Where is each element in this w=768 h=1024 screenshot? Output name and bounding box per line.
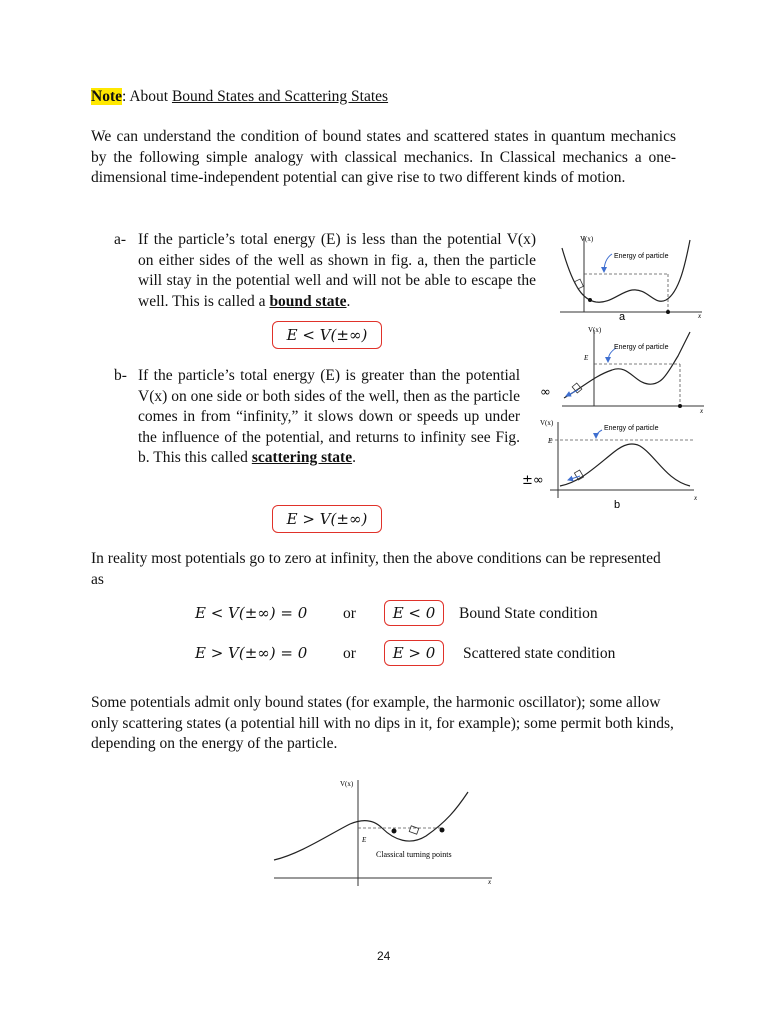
turning-points-caption: Classical turning points — [376, 850, 452, 859]
note-colon: : About — [122, 88, 172, 105]
fig-b-top-vx-label: V(x) — [588, 326, 602, 334]
fig-b-top-energy-label: Energy of particle — [614, 344, 669, 351]
bound-state-term: bound state — [269, 292, 347, 310]
fig-b-top-e-label: E — [584, 354, 589, 362]
bound-condition-label: Bound State condition — [459, 605, 598, 622]
fig-a-vx-label: V(x) — [580, 235, 594, 243]
fig-a-energy-arrow — [604, 254, 612, 272]
intro-paragraph: We can understand the condition of bound states and scattered states in quantum mechanics by the following simple analogy with classical mechanics. In Classical mechanics a one-dimensional time-independent potential can give rise to two different kinds of motion. — [91, 128, 676, 186]
turning-x-label: x — [488, 878, 492, 886]
page-number: 24 — [377, 949, 391, 963]
item-a-body: If the particle’s total energy (E) is less than the potential V(x) on either sides of the well as shown in fig. a, then the particle will stay in the potential well and will not be able to escape the well. This is called a — [138, 231, 536, 310]
turning-point-left — [392, 829, 397, 834]
fig-b-bottom-vx-label: V(x) — [540, 419, 554, 427]
note-topic: Bound States and Scattering States — [171, 88, 389, 105]
fig-a-particle — [575, 279, 584, 289]
bound-condition-box: E < 0 — [384, 600, 444, 626]
scattering-equation-box: E > V(±∞) — [272, 505, 382, 533]
turning-point-right — [440, 828, 445, 833]
fig-a-potential-curve — [562, 240, 690, 302]
item-b-marker: b- — [114, 367, 127, 384]
figure-b-bottom — [520, 416, 710, 516]
fig-b-bottom-energy-label: Energy of particle — [604, 425, 659, 432]
item-a-text — [138, 230, 536, 312]
bound-condition-or: or — [343, 605, 356, 622]
closing-paragraph: Some potentials admit only bound states (for example, the harmonic oscillator); some allow only scattering states (a potential hill with no dips in it, for example); some permit both kinds, depending on the energy of the particle. — [91, 694, 674, 752]
scatter-condition-box: E > 0 — [384, 640, 444, 666]
turning-vx-label: V(x) — [340, 780, 354, 788]
fig-a-x-label: x — [698, 312, 702, 320]
note-heading — [91, 87, 691, 108]
scatter-condition-or: or — [343, 645, 356, 662]
fig-b-top-x-label: x — [700, 407, 704, 415]
scattering-state-term: scattering state — [251, 449, 353, 466]
figure-a — [540, 230, 710, 322]
fig-b-bottom-e-label: E — [548, 437, 553, 445]
bound-equation-box: E < V(±∞) — [272, 321, 382, 349]
scatter-condition-label: Scattered state condition — [463, 645, 616, 662]
turning-e-label: E — [362, 836, 367, 844]
fig-b-bottom-pm-infinity: ±∞ — [522, 473, 544, 488]
fig-b-bottom-x-label: x — [694, 494, 698, 502]
fig-b-letter: b — [614, 499, 621, 511]
note-label: Note — [91, 88, 122, 105]
bound-condition-lhs: E < V(±∞) = 0 — [195, 604, 308, 622]
item-b-body: If the particle’s total energy (E) is greater than the potential V(x) on one side or both sides of the well, then as the particle comes in from “infinity,” it slows down or speeds up under the influence of the potential, and returns to infinity see Fig. b. This this called — [138, 367, 520, 466]
figure-b-top — [532, 322, 712, 418]
item-b-text — [138, 366, 520, 469]
reality-paragraph: In reality most potentials go to zero at infinity, then the above conditions can be represented as — [91, 550, 661, 588]
fig-a-letter: a — [619, 311, 626, 322]
figure-turning-points — [270, 774, 500, 890]
item-b-end: . — [352, 449, 356, 466]
fig-b-top-infinity: ∞ — [540, 385, 551, 400]
item-a-end: . — [346, 292, 351, 310]
fig-a-energy-label: Energy of particle — [614, 253, 669, 260]
fig-b-top-potential-curve — [564, 332, 690, 398]
scatter-condition-lhs: E > V(±∞) = 0 — [195, 644, 308, 662]
item-a-marker: a- — [114, 231, 127, 248]
